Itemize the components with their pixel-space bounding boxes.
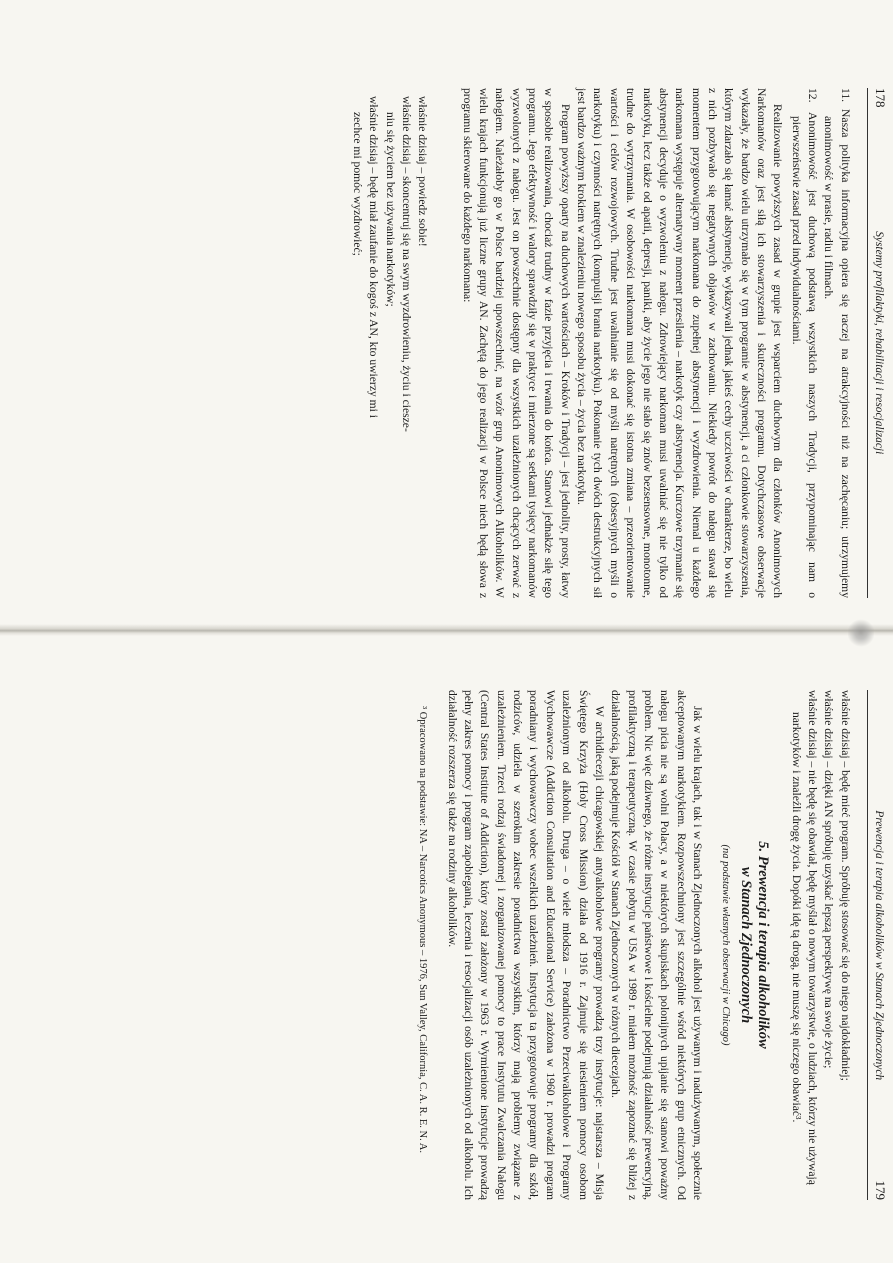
left-running-title: Systemy profilaktyki, rehabilitacji i resocjalizacji	[873, 231, 885, 455]
stanza-line: właśnie dzisiaj – skoncentruj się na swym wyzdrowieniu, życiu i ciesze-	[400, 96, 414, 432]
left-running-head	[867, 88, 888, 598]
right-page	[415, 690, 888, 1200]
stanza-line: niu się życiem bez używania narkotyków;	[383, 112, 397, 307]
scan-artifact	[848, 618, 874, 648]
section-title	[737, 690, 771, 1200]
stanza-line: właśnie dzisiaj – będę mieć program. Spróbuję stosować się do niego najdokładniej;	[838, 690, 852, 1081]
right-running-head	[867, 690, 888, 1200]
section-title-line: w Stanach Zjednoczonych	[738, 866, 755, 1024]
footnote: ³ Opracowano na podstawie: NA – Narcotics Anonymous – 1976, Sun Valley, California, C. A. R. E. N. A.	[417, 706, 429, 1154]
body-paragraph: Program powyższy oparty na duchowych wartościach – Kroków i Tradycji – jest jednolity, prosty, łatwy w sposobie realizowania, chociaż trudny w fazie przyjęcia i trwania do końca. Stanowi jednakże siłę tego programu. Jego efektywność i walory sprawdziły się w praktyce i mierzone są setkami tysięcy narkomanów wyzwolonych z nałogu. Jest on powszechnie dostępny dla wszystkich uzależnionych chcących zerwać z nałogiem. Należałoby go w Polsce bardziej upowszechnić, na wzór grup Anonimowych Alkoholików. W wielu krajach funkcjonują już liczne grupy AN. Zachętą do jego realizacji w Polsce niech będą słowa z programu skierowane do każdego narkomana:	[460, 88, 572, 598]
left-page	[349, 88, 888, 598]
tradition-list	[787, 88, 852, 598]
stanza-line: właśnie dzisiaj – powiedz sobie!	[416, 96, 430, 247]
right-page-number: 179	[873, 1180, 888, 1200]
section-subtitle: (na podstawie własnych obserwacji w Chicago)	[720, 844, 732, 1046]
stanza-line: zechce mi pomóc wyzdrowieć;	[351, 112, 365, 256]
book-gutter	[0, 624, 893, 636]
body-paragraph: Jak w wielu krajach, tak i w Stanach Zjednoczonych alkohol jest używanym i nadużywanym, społecznie akceptowanym narkotykiem. Rozpowszechniony jest szczególnie wśród niektórych grup etnicznych. Od nałogu picia nie są wolni Polacy, a w niektórych skupiskach polonijnych upijanie się stanowi poważny problem. Nic więc dziwnego, że różne instytucje państwowe i kościelne podejmują działalność prewencyjną, profilaktyczną i terapeutyczną. W czasie pobytu w USA w 1989 r. miałem możność zapoznać się bliżej z działalnością, jaką podejmuje Kościół w Stanach Zjednoczonych w różnych diecezjach.	[609, 690, 704, 1200]
body-paragraph: W archidiecezji chicagowskiej antyalkoholowe programy prowadzą trzy instytucje: najstarsza – Misja Świętego Krzyża (Holy Cross Mission) działa od 1916 r. Zajmuje się niesieniem pomocy osobom uzależnionym od alkoholu. Druga – o wiele młodsza – Poradnictwo Przeciwalkoholowe i Programy Wychowawcze (Addiction Consultation and Educational Service) założona w 1960 r. prowadzi program poradniany i wychowawczy wobec wszelkich uzależnień. Instytucja ta przygotowuje programy dla szkół, rodziców, udziela w szerokim zakresie poradnictwa wszystkim, którzy mają problemy związane z uzależnieniem. Trzeci rodzaj świadomej i zorganizowanej pomocy to prace Instytutu Zwalczania Nałogu (Central States Institute of Addiction), który został założony w 1963 r. Wymienione instytucje prowadzą pełny zakres pomocy i program zapobiegania, leczenia i resocjalizacji osób uzależnionych od alkoholu. Ich działalność rozszerza się także na rodziny alkoholików.	[445, 690, 606, 1200]
stanza-line: właśnie dzisiaj – będę miał zaufanie do kogoś z AN, kto uwierzy mi i	[367, 96, 381, 418]
stanza-line: właśnie dzisiaj – nie będę się obawiał, będę myślał o nowym towarzystwie, o ludziach, którzy nie używają narkotyków i znaleźli drogę życia. Dopóki idę tą drogą, nie muszę się niczego obawiać³.	[789, 690, 819, 1185]
left-page-number: 178	[873, 88, 888, 108]
right-running-title: Prewencja i terapia alkoholików w Stanach Zjednoczonych	[873, 810, 885, 1081]
program-stanza-continued	[787, 690, 852, 1200]
section-title-line: 5. Prewencja i terapia alkoholików	[755, 841, 772, 1049]
program-stanza	[349, 88, 431, 598]
body-paragraph: Realizowanie powyższych zasad w grupie jest wsparciem duchowym dla członków Anonimowych Narkomanów oraz jest siłą ich stowarzyszenia i skuteczności programu. Dotychczasowe obserwacje wykazały, że bardzo wielu utrzymało się w tym programie w abstynencji, a ci członkowie stowarzyszenia, którym zdarzało się łamać abstynencję, wykazywali jednak jakieś cechy uczciwości w charakterze, bo wielu z nich pozbywało się negatywnych objawów w zachowaniu. Niekiedy powrót do nałogu stawał się momentem przygotowującym narkomana do zupełnej abstynencji i wyzdrowienia. Niemal u każdego narkomana występuje alternatywny moment przesilenia – narkotyk czy abstynencja. Kurczowe trzymanie się abstynencji decyduje o wyzwoleniu z nałogu. Zdrowiejący narkoman musi uwalniać się nie tylko od narkotyku, lecz także od apatii, depresji, paniki, aby życie jego nie stało się znów bezsensowne, monotonne, trudne do wytrzymania. W osobowości narkomana musi dokonać się istotna zmiana – przeorientowanie wartości i celów rozwojowych. Trudne jest uwalnianie się od myśli natrętnych (obsesyjnych myśli o narkotyku) i czynności natrętnych (kompulsji brania narkotyku). Pokonanie tych dwóch destrukcyjnych sił jest bardzo ważnym krokiem w znalezieniu nowego sposobu życia – życia bez narkotyku.	[575, 88, 785, 598]
stanza-line: właśnie dzisiaj – dzięki AN spróbuję uzyskać lepszą perspektywę na swoje życie;	[822, 690, 836, 1069]
tradition-item: 12. Anonimowość jest duchową podstawą wszystkich naszych Tradycji, przypominając nam o pierwszeństwie zasad przed indywidualnościami.	[789, 88, 819, 598]
tradition-item: 11. Nasza polityka informacyjna opiera się raczej na atrakcyjności niż na zachęcaniu; utrzymujemy anonimowość w prasie, radiu i filmach.	[822, 88, 852, 598]
